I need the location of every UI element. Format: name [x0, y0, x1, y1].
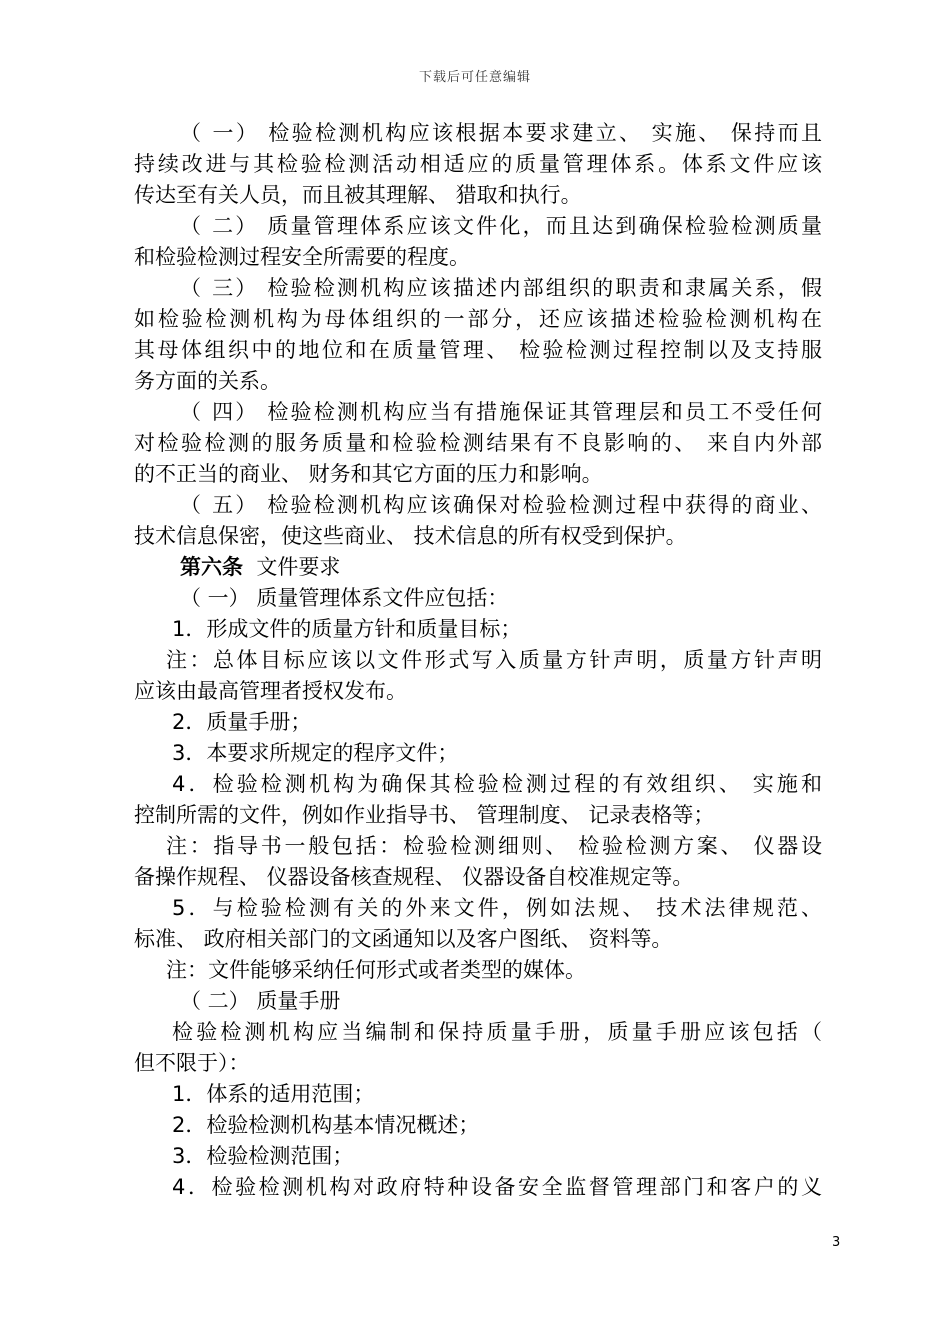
text-line: 4．检验检测机构为确保其检验检测过程的有效组织、 实施和	[172, 772, 822, 796]
text-line: 如检验检测机构为母体组织的一部分，还应该描述检验检测机构在	[134, 307, 822, 331]
text-line: 5．与检验检测有关的外来文件，例如法规、 技术法律规范、	[172, 896, 822, 920]
text-line	[134, 459, 822, 490]
document-body	[134, 118, 822, 1203]
text-line-content: （ 二） 质量手册	[180, 989, 341, 1013]
text-line: 其母体组织中的地位和在质量管理、 检验检测过程控制以及支持服	[134, 338, 822, 362]
text-line	[134, 862, 822, 893]
text-line	[134, 1110, 822, 1141]
text-line: 对检验检测的服务质量和检验检测结果有不良影响的、 来自内外部	[134, 431, 822, 455]
text-line-content: 1．形成文件的质量方针和质量目标；	[172, 617, 522, 641]
text-line: 注：指导书一般包括：检验检测细则、 检验检测方案、 仪器设	[166, 834, 822, 858]
text-line	[134, 676, 822, 707]
text-line: （ 四） 检验检测机构应当有措施保证其管理层和员工不受任何	[180, 400, 822, 424]
page-header: 下载后可任意编辑	[418, 70, 531, 85]
text-line: （ 三） 检验检测机构应该描述内部组织的职责和隶属关系，假	[180, 276, 822, 300]
text-line: 4．检验检测机构对政府特种设备安全监督管理部门和客户的义	[172, 1175, 822, 1199]
text-line: 持续改进与其检验检测活动相适应的质量管理体系。体系文件应该	[134, 152, 822, 176]
article-heading: 第六条	[180, 555, 243, 579]
article-title: 文件要求	[243, 555, 341, 579]
text-line	[134, 242, 822, 273]
text-line	[134, 1048, 822, 1079]
text-line	[134, 180, 822, 211]
text-line: 检验检测机构应当编制和保持质量手册，质量手册应该包括（	[172, 1020, 822, 1044]
text-line-content: 务方面的关系。	[134, 369, 281, 393]
text-line-content: 2．检验检测机构基本情况概述；	[172, 1113, 480, 1137]
text-line	[134, 366, 822, 397]
text-line-content: 技术信息保密，使这些商业、 技术信息的所有权受到保护。	[134, 524, 687, 548]
page-number: 3	[832, 1235, 841, 1250]
text-line: 注：总体目标应该以文件形式写入质量方针声明，质量方针声明	[166, 648, 822, 672]
text-line	[134, 738, 822, 769]
text-line-content: 但不限于）：	[134, 1051, 250, 1075]
text-line: （ 二） 质量管理体系应该文件化，而且达到确保检验检测质量	[180, 214, 822, 238]
text-line-content: 1．体系的适用范围；	[172, 1082, 375, 1106]
text-line-content: （ 一） 质量管理体系文件应包括：	[180, 586, 509, 610]
text-line	[134, 583, 822, 614]
text-line	[134, 552, 822, 583]
text-line	[134, 924, 822, 955]
text-line	[134, 800, 822, 831]
text-line	[134, 521, 822, 552]
text-line	[134, 614, 822, 645]
text-line: （ 五） 检验检测机构应该确保对检验检测过程中获得的商业、	[180, 493, 822, 517]
text-line: （ 一） 检验检测机构应该根据本要求建立、 实施、 保持而且	[180, 121, 822, 145]
text-line-content: 应该由最高管理者授权发布。	[134, 679, 407, 703]
text-line-content: 3．本要求所规定的程序文件；	[172, 741, 459, 765]
text-line	[134, 1141, 822, 1172]
text-line	[134, 955, 822, 986]
text-line-content: 3．检验检测范围；	[172, 1144, 354, 1168]
text-line	[134, 1079, 822, 1110]
text-line	[134, 986, 822, 1017]
text-line-content: 和检验检测过程安全所需要的程度。	[134, 245, 470, 269]
text-line-content: 注：文件能够采纳任何形式或者类型的媒体。	[166, 958, 586, 982]
text-line-content: 控制所需的文件，例如作业指导书、 管理制度、 记录表格等；	[134, 803, 715, 827]
text-line-content: 2．质量手册；	[172, 710, 312, 734]
text-line-content: 备操作规程、 仪器设备核查规程、 仪器设备自校准规定等。	[134, 865, 694, 889]
text-line	[134, 707, 822, 738]
text-line-content: 标准、 政府相关部门的文函通知以及客户图纸、 资料等。	[134, 927, 673, 951]
text-line-content: 传达至有关人员，而且被其理解、 猎取和执行。	[134, 183, 582, 207]
text-line-content: 的不正当的商业、 财务和其它方面的压力和影响。	[134, 462, 603, 486]
